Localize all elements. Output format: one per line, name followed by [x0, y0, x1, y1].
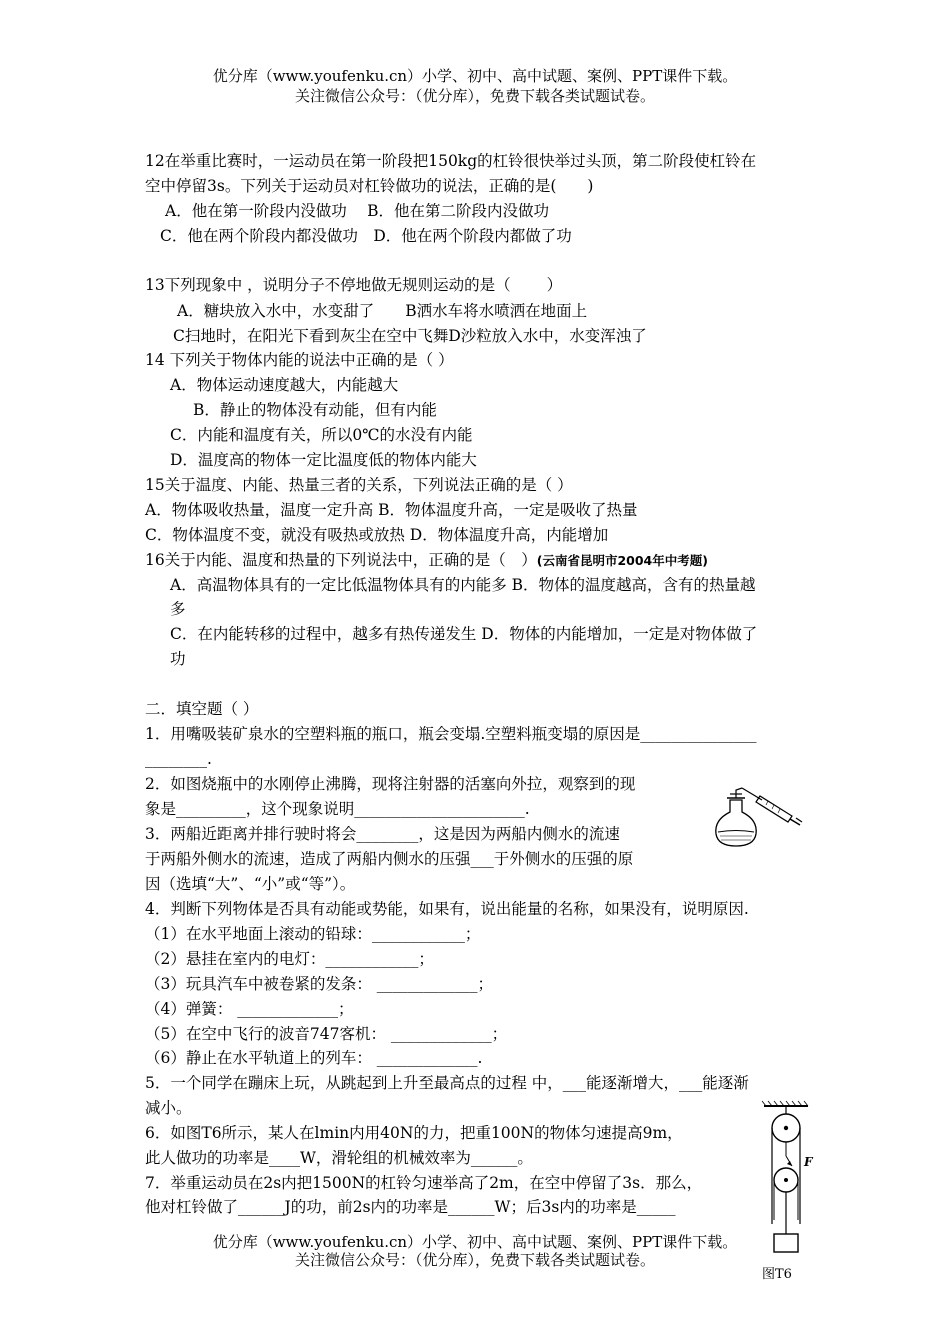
q16-options-cd-1: C．在内能转移的过程中，越多有热传递发生 D．物体的内能增加，一定是对物体做了: [170, 625, 758, 643]
q12-options-cd: C．他在两个阶段内都没做功 D．他在两个阶段内都做了功: [160, 227, 572, 245]
q16-options-cd-2: 功: [170, 650, 186, 668]
q15-stem: 15关于温度、内能、热量三者的关系，下列说法正确的是（ ）: [145, 476, 573, 494]
fill4-item5: （5）在空中飞行的波音747客机： _____________；: [145, 1025, 508, 1043]
q12-stem-2: 空中停留3s。下列关于运动员对杠铃做功的说法，正确的是( ): [145, 177, 594, 195]
q16-options-ab-2: 多: [170, 600, 186, 618]
q14-option-d: D．温度高的物体一定比温度低的物体内能大: [170, 451, 477, 469]
q13-stem: 13下列现象中 ，说明分子不停地做无规则运动的是（ ）: [145, 276, 563, 294]
pulley-force-label: F: [804, 1155, 813, 1169]
q13-options-ab: A．糖块放入水中，水变甜了 B洒水车将水喷洒在地面上: [177, 302, 588, 320]
fill1-line1: 1．用嘴吸装矿泉水的空塑料瓶的瓶口，瓶会变塌.空塑料瓶变塌的原因是_______________: [145, 725, 757, 743]
page-footer-line1: 优分库（www.youfenku.cn）小学、初中、高中试题、案例、PPT课件下载。: [212, 1233, 738, 1251]
q12-stem-1: 12在举重比赛时，一运动员在第一阶段把150kg的杠铃很快举过头顶，第二阶段使杠铃在: [145, 152, 757, 170]
q13-options-cd: C扫地时，在阳光下看到灰尘在空中飞舞D沙粒放入水中，水变浑浊了: [173, 327, 647, 345]
page-footer-line2: 关注微信公众号：（优分库），免费下载各类试题试卷。: [294, 1251, 655, 1269]
fill4-item2: （2）悬挂在室内的电灯：____________；: [145, 950, 434, 968]
q14-option-a: A．物体运动速度越大，内能越大: [170, 376, 399, 394]
fill4-stem: 4．判断下列物体是否具有动能或势能，如果有，说出能量的名称，如果没有，说明原因.: [145, 900, 749, 918]
q15-options-cd: C．物体温度不变，就没有吸热或放热 D．物体温度升高，内能增加: [145, 526, 609, 544]
section2-title: 二．填空题（ ）: [145, 700, 259, 718]
q14-option-c: C．内能和温度有关，所以0℃的水没有内能: [170, 426, 473, 444]
fill4-item1: （1）在水平地面上滚动的铅球：____________；: [145, 925, 481, 943]
fill2-line2: 象是_________，这个现象说明______________________.: [145, 800, 530, 818]
q14-stem: 14 下列关于物体内能的说法中正确的是（ ）: [145, 351, 454, 369]
q12-options-ab: A．他在第一阶段内没做功 B．他在第二阶段内没做功: [165, 202, 550, 220]
fill4-item6: （6）静止在水平轨道上的列车： _____________.: [145, 1049, 483, 1067]
fill4-item4: （4）弹簧： _____________；: [145, 1000, 354, 1018]
fill2-line1: 2．如图烧瓶中的水刚停止沸腾，现将注射器的活塞向外拉，观察到的现: [145, 775, 636, 793]
q15-options-ab: A．物体吸收热量，温度一定升高 B．物体温度升高，一定是吸收了热量: [145, 501, 638, 519]
fill3-line2: 于两船外侧水的流速，造成了两船内侧水的压强___于外侧水的压强的原: [145, 850, 634, 868]
fill3-line3: 因（选填“大”、“小”或“等”）。: [145, 875, 356, 893]
q16-source: (云南省昆明市2004年中考题): [536, 553, 708, 568]
q16-stem: [145, 549, 708, 572]
fill5-line1: 5．一个同学在蹦床上玩，从跳起到上升至最高点的过程 中，___能逐渐增大，___能逐渐: [145, 1074, 749, 1092]
fill1-line2: ________.: [145, 750, 212, 768]
page-header-line2: 关注微信公众号：（优分库），免费下载各类试题试卷。: [294, 87, 655, 105]
page-header-line1: 优分库（www.youfenku.cn）小学、初中、高中试题、案例、PPT课件下载。: [212, 67, 738, 85]
fill5-line2: 减小。: [145, 1099, 192, 1117]
fill6-line2: 此人做功的功率是____W，滑轮组的机械效率为______。: [145, 1149, 533, 1167]
fill3-line1: 3．两船近距离并排行驶时将会________，这是因为两船内侧水的流速: [145, 825, 620, 843]
flask-syringe-figure: [708, 786, 804, 852]
q16-stem-text: 16关于内能、温度和热量的下列说法中，正确的是（ ）: [145, 551, 537, 569]
fill7-line1: 7．举重运动员在2s内把1500N的杠铃匀速举高了2m，在空中停留了3s．那么，: [145, 1174, 703, 1192]
pulley-figure-caption: 图T6: [762, 1267, 792, 1282]
q16-options-ab-1: A．高温物体具有的一定比低温物体具有的内能多 B．物体的温度越高，含有的热量越: [170, 576, 756, 594]
q14-option-b: B．静止的物体没有动能，但有内能: [193, 401, 437, 419]
fill7-line2: 他对杠铃做了______J的功，前2s内的功率是______W；后3s内的功率是_____: [145, 1198, 676, 1216]
fill4-item3: （3）玩具汽车中被卷紧的发条： _____________；: [145, 975, 494, 993]
fill6-line1: 6．如图T6所示，某人在lmin内用40N的力，把重100N的物体匀速提高9m，: [145, 1124, 683, 1142]
